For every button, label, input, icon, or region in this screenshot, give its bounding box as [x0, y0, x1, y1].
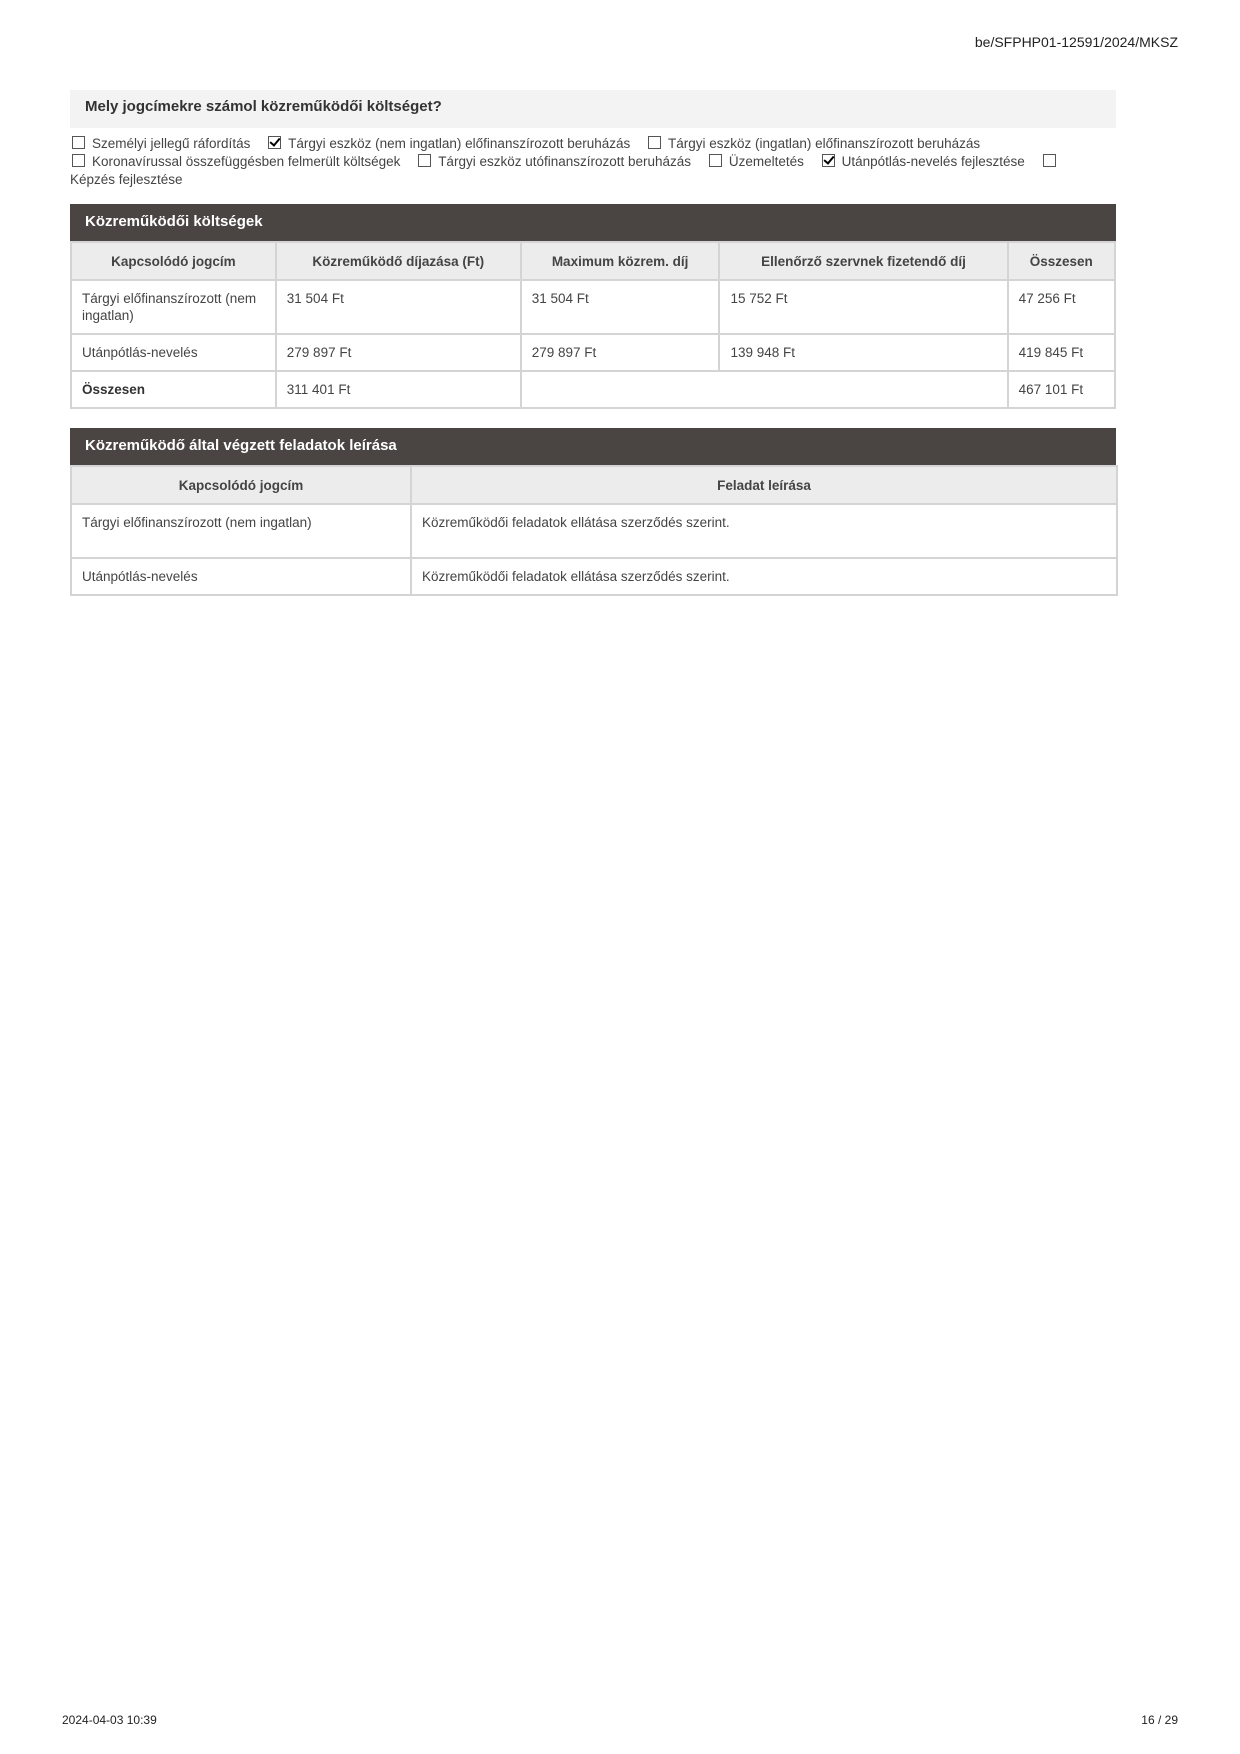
option-szemelyi[interactable] [70, 136, 250, 151]
tasks-table [70, 465, 1118, 596]
empty-cell [521, 371, 1008, 408]
option-label: Tárgyi eszköz (nem ingatlan) előfinanszírozott beruházás [288, 136, 631, 151]
column-header: Közreműködő díjazása (Ft) [276, 242, 521, 280]
table-cell: 47 256 Ft [1008, 280, 1115, 334]
table-total-row [71, 371, 1115, 408]
checkbox-checked-icon[interactable] [268, 136, 281, 149]
column-header: Kapcsolódó jogcím [71, 466, 411, 504]
table-cell: Utánpótlás-nevelés [71, 558, 411, 595]
table-row [71, 558, 1117, 595]
table-cell: 15 752 Ft [719, 280, 1007, 334]
table-row [71, 334, 1115, 371]
costs-table [70, 241, 1116, 409]
table-row [71, 280, 1115, 334]
checkbox-icon[interactable] [1043, 154, 1056, 167]
option-uzemeltetes[interactable] [707, 154, 804, 169]
column-header: Feladat leírása [411, 466, 1117, 504]
option-targyi-nem-ingatlan[interactable] [266, 136, 630, 151]
table-header-row [71, 242, 1115, 280]
option-targyi-utofinanszirozott[interactable] [416, 154, 691, 169]
option-label: Utánpótlás-nevelés fejlesztése [841, 154, 1025, 169]
checkbox-icon[interactable] [418, 154, 431, 167]
checkbox-icon[interactable] [709, 154, 722, 167]
table-cell: Közreműködői feladatok ellátása szerződés szerint. [411, 504, 1117, 558]
table-cell: 31 504 Ft [521, 280, 720, 334]
costs-section-title: Közreműködői költségek [70, 204, 1116, 242]
table-cell: Közreműködői feladatok ellátása szerződés szerint. [411, 558, 1117, 595]
column-header: Kapcsolódó jogcím [71, 242, 276, 280]
table-cell: 279 897 Ft [276, 334, 521, 371]
table-cell: 31 504 Ft [276, 280, 521, 334]
checkbox-icon[interactable] [648, 136, 661, 149]
table-cell: Tárgyi előfinanszírozott (nem ingatlan) [71, 280, 276, 334]
checkbox-checked-icon[interactable] [822, 154, 835, 167]
option-koronavirus[interactable] [70, 154, 400, 169]
total-label: Összesen [71, 371, 276, 408]
table-cell: 139 948 Ft [719, 334, 1007, 371]
option-label: Képzés fejlesztése [70, 172, 183, 187]
option-label: Üzemeltetés [728, 154, 804, 169]
column-header: Ellenőrző szervnek fizetendő díj [719, 242, 1007, 280]
table-header-row [71, 466, 1117, 504]
option-label: Koronavírussal összefüggésben felmerült költségek [92, 154, 401, 169]
table-row [71, 504, 1117, 558]
option-label: Személyi jellegű ráfordítás [92, 136, 251, 151]
tasks-section-title: Közreműködő által végzett feladatok leírása [70, 428, 1116, 466]
option-utanpotlas[interactable] [820, 154, 1025, 169]
jogcim-options [70, 135, 1120, 189]
footer-timestamp: 2024-04-03 10:39 [62, 1713, 157, 1727]
checkbox-icon[interactable] [72, 154, 85, 167]
footer-page-number: 16 / 29 [1141, 1713, 1178, 1727]
column-header: Összesen [1008, 242, 1115, 280]
total-fee: 311 401 Ft [276, 371, 521, 408]
question-title: Mely jogcímekre számol közreműködői költséget? [70, 90, 1116, 128]
total-sum: 467 101 Ft [1008, 371, 1115, 408]
column-header: Maximum közrem. díj [521, 242, 720, 280]
document-id: be/SFPHP01-12591/2024/MKSZ [974, 34, 1178, 50]
option-label: Tárgyi eszköz utófinanszírozott beruházás [438, 154, 692, 169]
table-cell: Utánpótlás-nevelés [71, 334, 276, 371]
table-cell: 419 845 Ft [1008, 334, 1115, 371]
checkbox-icon[interactable] [72, 136, 85, 149]
table-cell: Tárgyi előfinanszírozott (nem ingatlan) [71, 504, 411, 558]
table-cell: 279 897 Ft [521, 334, 720, 371]
option-label: Tárgyi eszköz (ingatlan) előfinanszírozott beruházás [668, 136, 981, 151]
option-targyi-ingatlan[interactable] [646, 136, 980, 151]
